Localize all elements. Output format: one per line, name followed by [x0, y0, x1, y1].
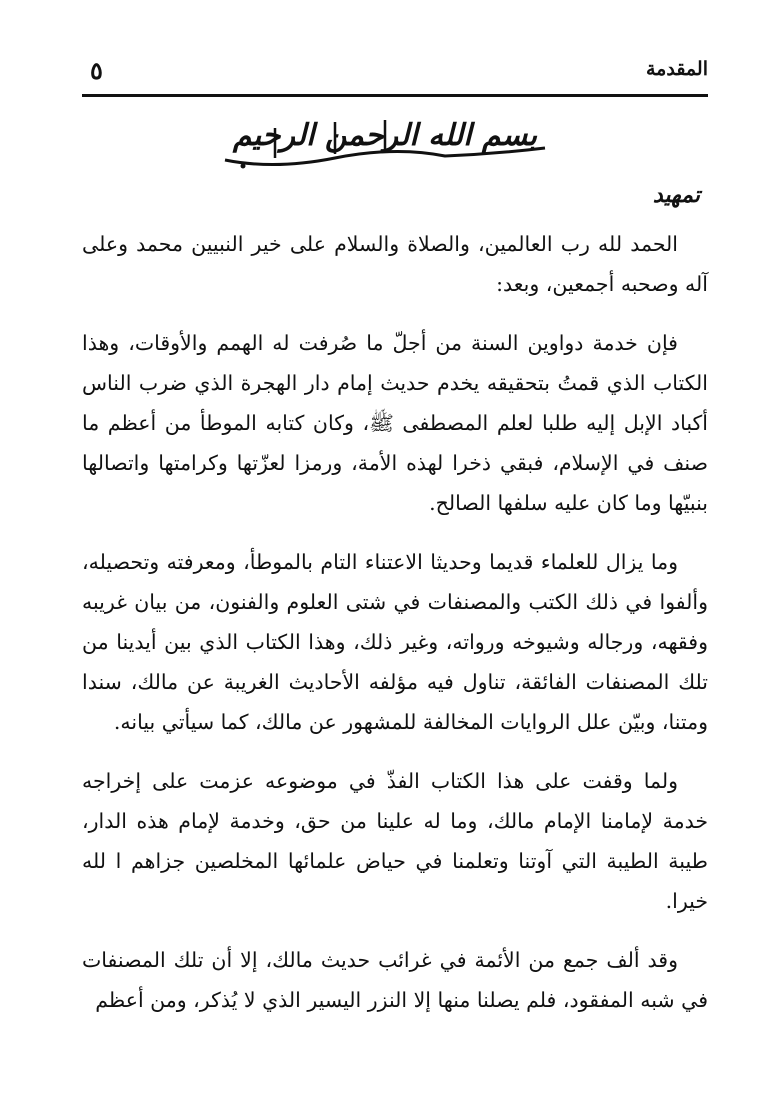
- header-rule: [82, 94, 708, 97]
- basmala-text: بسم الله الرحمن الرحيم: [232, 118, 538, 153]
- body-text: [82, 224, 708, 1039]
- paragraph-text: وقد ألف جمع من الأئمة في غرائب حديث مالك، إلا أن تلك المصنفات في شبه المفقود، فلم يصلنا منها إلا النزر اليسير الذي لا يُذكر، ومن أعظم: [82, 948, 708, 1012]
- paragraph-text: الحمد لله رب العالمين، والصلاة والسلام على خير النبيين محمد وعلى آله وصحبه أجمعين، وبعد:: [82, 232, 708, 296]
- paragraph-text: ولما وقفت على هذا الكتاب الفذّ في موضوعه عزمت على إخراجه خدمة لإمامنا الإمام مالك، وما له علينا من حق، وخدمة لإمام هذه الدار، طيبة الطيبة التي آوتنا وتعلمنا في حياض علمائها المخلصين جزاهم ا لله خيرا.: [82, 769, 708, 913]
- page-number: ٥: [90, 56, 103, 85]
- paragraph-3: [82, 542, 708, 742]
- paragraph-4: [82, 761, 708, 921]
- paragraph-1: [82, 224, 708, 304]
- paragraph-2: [82, 323, 708, 523]
- running-header: [82, 56, 708, 92]
- basmala-calligraphy: [215, 108, 555, 178]
- chapter-title: المقدمة: [645, 58, 708, 80]
- paragraph-text: وما يزال للعلماء قديما وحديثا الاعتناء التام بالموطأ، ومعرفته وتحصيله، وألفوا في ذلك الكتب والمصنفات في شتى العلوم والفنون، من بيان غريبه وفقهه، ورجاله وشيوخه ورواته، وغير ذلك، وهذا الكتاب الذي بين أيدينا من تلك المصنفات الفائقة، تناول فيه مؤلفه الأحاديث الغريبة عن مالك، سندا ومتنا، وبيّن علل الروايات المخالفة للمشهور عن مالك، كما سيأتي بيانه.: [82, 550, 708, 734]
- paragraph-5: [82, 940, 708, 1020]
- paragraph-text: فإن خدمة دواوين السنة من أجلّ ما صُرفت له الهمم والأوقات، وهذا الكتاب الذي قمتُ بتحقيقه يخدم حديث إمام دار الهجرة الذي ضرب الناس أكباد الإبل إليه طلبا لعلم المصطفى ﷺ، وكان كتابه الموطأ من أعظم ما صنف في الإسلام، فبقي ذخرا لهذه الأمة، ورمزا لعزّتها وكرامتها واتصالها بنبيّها وما كان عليه سلفها الصالح.: [82, 331, 708, 515]
- section-heading: تمهيد: [652, 182, 700, 208]
